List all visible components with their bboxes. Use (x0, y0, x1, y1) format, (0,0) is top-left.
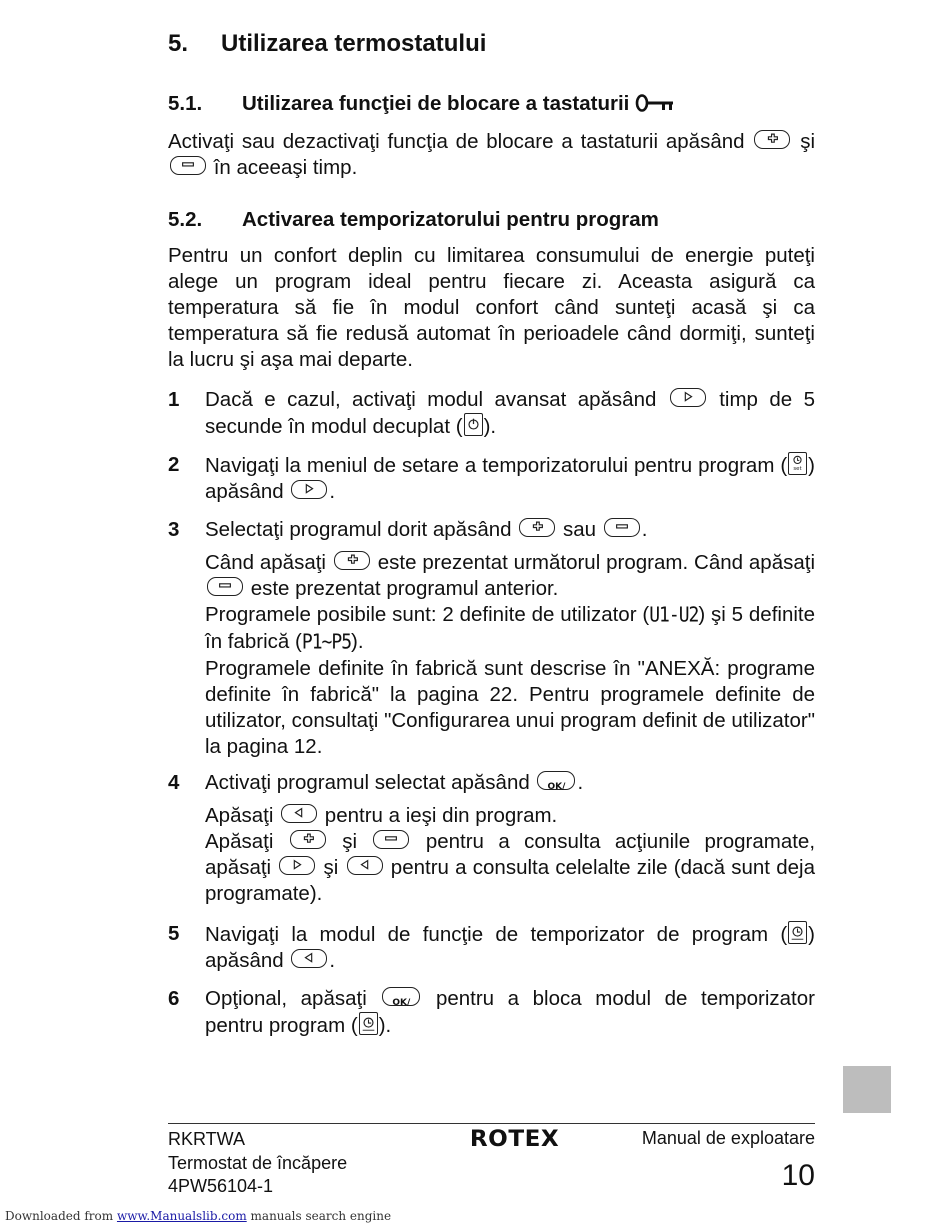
step-number: 6 (168, 987, 180, 1010)
step-text: ) şi 5 definite în fabrică ( (205, 603, 815, 653)
step-1 (168, 387, 815, 440)
section-title: Utilizarea termostatului (221, 30, 487, 57)
step-text: Dacă e cazul, activaţi modul avansat apăsând (205, 388, 657, 411)
step-2 (168, 452, 815, 505)
download-notice (5, 1209, 391, 1223)
right-arrow-key-icon (670, 388, 706, 407)
step-text: sau (562, 518, 597, 541)
lcd-factory-programs: P1~P5 (301, 630, 352, 655)
step-text: pentru a ieşi din program. (324, 804, 558, 827)
subsection-heading-5-1 (168, 92, 675, 118)
minus-key-icon (207, 577, 243, 596)
step-text: . (577, 771, 584, 794)
footer-doc-title: Manual de exploatare (641, 1128, 815, 1148)
footer-model: RKRTWA (168, 1129, 246, 1149)
step-text: Apăsaţi (205, 830, 274, 853)
step-text: ) apăsând (205, 923, 815, 972)
minus-key-icon (373, 830, 409, 849)
section-heading (168, 30, 486, 58)
step-6 (168, 986, 815, 1039)
step-text: Selectaţi programul dorit apăsând (205, 518, 512, 541)
subsection-title: Activarea temporizatorului pentru program (242, 208, 659, 231)
step-text: Activaţi programul selectat apăsând (205, 771, 530, 794)
right-arrow-key-icon (291, 480, 327, 499)
step-text: Navigaţi la meniul de setare a temporizatorului pentru program ( (205, 454, 788, 477)
key-lock-icon (635, 94, 675, 118)
plus-key-icon (754, 130, 790, 149)
ok-key-icon (537, 771, 575, 790)
minus-key-icon (170, 156, 206, 175)
subsection-number: 5.1. (168, 92, 203, 115)
step-number: 5 (168, 922, 180, 945)
footer-code: 4PW56104-1 (168, 1176, 274, 1196)
left-arrow-key-icon (281, 804, 317, 823)
plus-key-icon (290, 830, 326, 849)
step-text: şi (342, 830, 358, 853)
step-text: Apăsaţi (205, 804, 274, 827)
step-text: ). (378, 1014, 392, 1037)
keylock-text-b: şi (800, 130, 815, 153)
minus-key-icon (604, 518, 640, 537)
footer-product: Termostat de încăpere (168, 1152, 348, 1173)
svg-text:set: set (793, 466, 802, 473)
section-number: 5. (168, 30, 189, 57)
step-text: şi (323, 856, 339, 879)
ok-key-label: OK/ (547, 782, 566, 792)
keylock-text-c: în aceeaşi timp. (213, 156, 358, 179)
step-text: pentru a consulta celelalte zile (dacă sunt deja programate). (205, 856, 815, 905)
left-arrow-key-icon (347, 856, 383, 875)
step-text: . (329, 949, 336, 972)
step-text: Când apăsaţi (205, 551, 326, 574)
clock-icon (788, 921, 807, 944)
clock-set-icon (788, 452, 807, 475)
subsection-title: Utilizarea funcţiei de blocare a tastaturii (242, 92, 630, 115)
download-suffix: manuals search engine (250, 1209, 392, 1223)
lcd-user-programs: U1-U2 (649, 603, 699, 628)
step-3 (168, 517, 815, 760)
download-prefix: Downloaded from (5, 1209, 114, 1223)
step-number: 3 (168, 518, 180, 541)
step-number: 4 (168, 771, 180, 794)
rotex-logo: ROTEX (469, 1127, 560, 1152)
step-text: este prezentat următorul program. Când apăsaţi (377, 551, 815, 574)
left-arrow-key-icon (291, 949, 327, 968)
step-text: . (641, 518, 648, 541)
step-text: Opţional, apăsaţi (205, 987, 367, 1010)
step-number: 1 (168, 388, 180, 411)
step-text: este prezentat programul anterior. (250, 577, 559, 600)
plus-key-icon (519, 518, 555, 537)
step-text: Programele posibile sunt: 2 definite de utilizator ( (205, 603, 650, 626)
step-text: pentru a consulta acţiunile programate, apăsaţi (205, 830, 816, 879)
step-5 (168, 921, 815, 974)
step-number: 2 (168, 453, 180, 476)
right-arrow-key-icon (279, 856, 315, 875)
step-text: Programele definite în fabrică sunt descrise în "ANEXĂ: programe definite în fabrică" la pagina 22. Pentru programele definite de utilizator, consultaţi "Configurarea unui program definit de utilizator" la pagina 12. (205, 657, 815, 758)
plus-key-icon (334, 551, 370, 570)
step-4 (168, 770, 815, 907)
subsection-heading-5-2 (168, 208, 659, 232)
ok-key-icon (382, 987, 420, 1006)
subsection-number: 5.2. (168, 208, 203, 231)
chapter-tab-marker (843, 1066, 891, 1113)
step-text: ). (483, 415, 497, 438)
timer-intro-paragraph: Pentru un confort deplin cu limitarea consumului de energie puteţi alege un program ideal pentru fiecare zi. Aceasta asigură ca temperatura să fie în modul confort când sunteţi acasă şi ca temperatura să fie redusă automat în perioadele când dormiţi, sunteţi la lucru şi aşa mai departe. (168, 244, 815, 371)
page-number: 10 (781, 1159, 815, 1192)
power-off-icon (464, 413, 483, 436)
step-text: timp de 5 secunde în modul decuplat ( (205, 388, 815, 438)
ok-key-label: OK/ (392, 998, 411, 1008)
footer-product-info (168, 1128, 347, 1199)
step-text: pentru a bloca modul de temporizator pentru program ( (205, 987, 815, 1037)
step-text: Navigaţi la modul de funcţie de temporizator de program ( (205, 923, 788, 946)
step-text: ) apăsând (205, 454, 815, 503)
footer-divider (168, 1123, 815, 1124)
step-text: ). (351, 630, 364, 653)
keylock-instructions (168, 129, 815, 181)
manualslib-link[interactable]: www.Manualslib.com (116, 1209, 247, 1223)
clock-icon (359, 1012, 378, 1035)
keylock-text-a: Activaţi sau dezactivaţi funcţia de blocare a tastaturii apăsând (168, 130, 745, 153)
step-text: . (329, 480, 336, 503)
